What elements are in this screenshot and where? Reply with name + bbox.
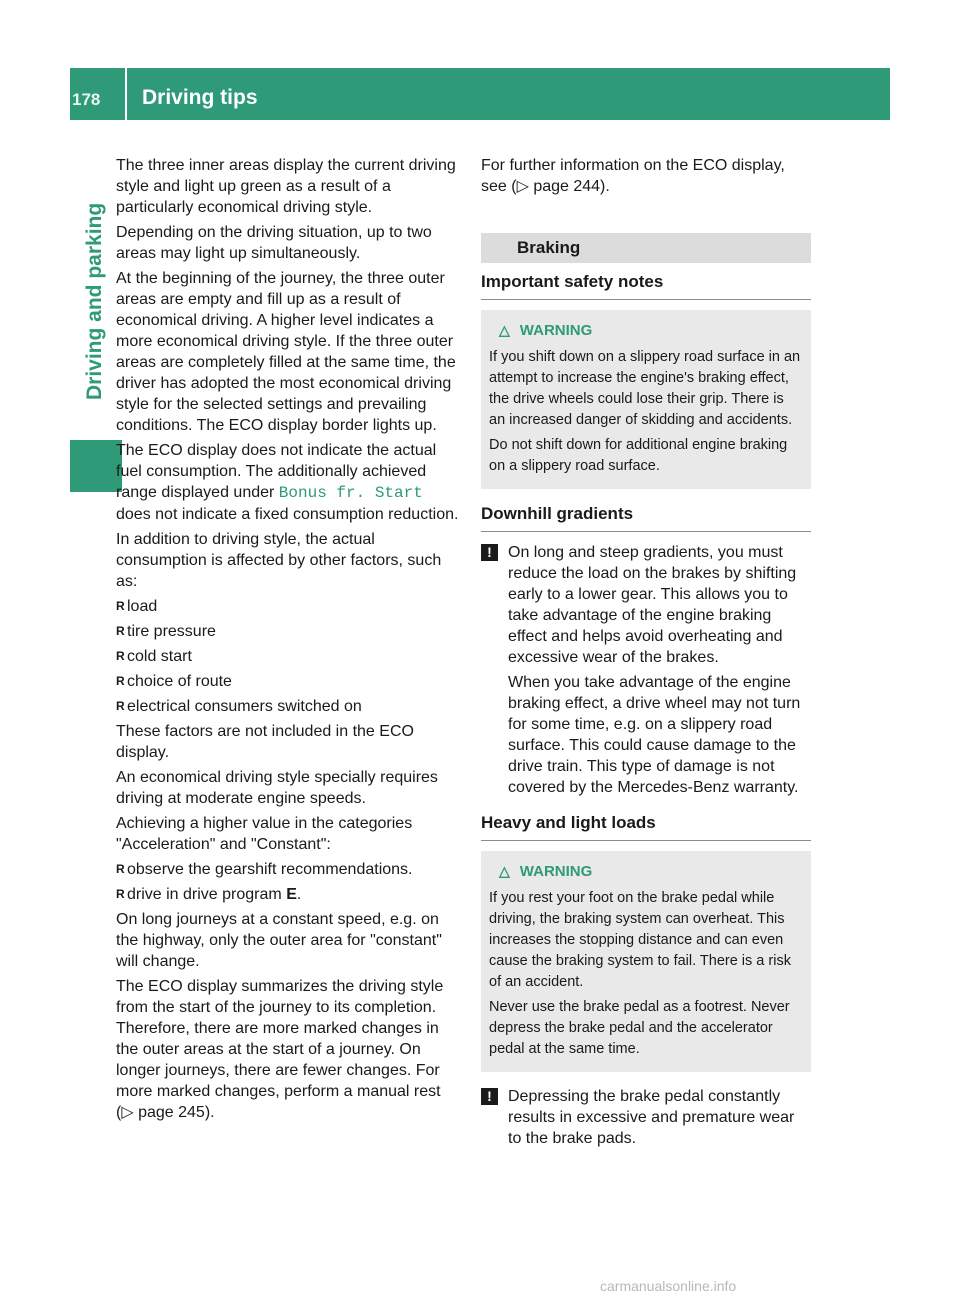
paragraph: Depending on the driving situation, up to two areas may light up simultaneously. bbox=[116, 224, 432, 262]
notice-text: Depressing the brake pedal constantly results in excessive and premature wear to the brake pads. bbox=[508, 1088, 795, 1147]
list-item: R drive in drive program E. bbox=[116, 886, 302, 903]
header-separator bbox=[125, 68, 127, 120]
warning-box bbox=[481, 310, 811, 489]
warning-text: If you rest your foot on the brake pedal while driving, the braking system can overheat. This increases the stopping distance and can even cause the braking system to fail. There is a risk of an accident. bbox=[489, 890, 791, 990]
paragraph: At the beginning of the journey, the three outer areas are empty and fill up as a result of economical driving. A higher level indicates a more economical driving style. If the three outer areas are completely filled at the same time, the driver has adopted the most economical driving style for the selected settings and prevailing conditions. The ECO display border lights up. bbox=[116, 270, 456, 434]
list-item bbox=[116, 859, 460, 880]
paragraph bbox=[116, 440, 460, 525]
bullet-icon: R bbox=[116, 887, 125, 901]
paragraph: An economical driving style specially requires driving at moderate engine speeds. bbox=[116, 769, 438, 807]
warning-text: If you shift down on a slippery road surface in an attempt to increase the engine's braking effect, the drive wheels could lose their grip. There is an increased danger of skidding and accidents. bbox=[489, 349, 801, 428]
subheading-downhill: Downhill gradients bbox=[481, 503, 811, 532]
list-item-text: observe the gearshift recommendations. bbox=[127, 861, 413, 878]
list-item-text: load bbox=[127, 598, 158, 615]
section-heading-braking: Braking bbox=[481, 233, 811, 263]
page-number: 178 bbox=[72, 90, 101, 109]
paragraph-text: The ECO display summarizes the driving style from the start of the journey to its completion. Therefore, there are more marked changes in the outer areas at the start of a journey. On longer journeys, there are fewer changes. For more marked changes, perform a manual rest bbox=[116, 978, 444, 1100]
display-message: Bonus fr. Start bbox=[278, 484, 423, 502]
list-item-text: tire pressure bbox=[127, 623, 216, 640]
watermark: carmanualsonline.info bbox=[600, 1278, 737, 1294]
bullet-icon: R bbox=[116, 624, 125, 638]
list-item bbox=[116, 671, 460, 692]
page-title: Driving tips bbox=[142, 86, 258, 109]
page-reference: (▷ page 245). bbox=[116, 1104, 215, 1121]
subheading-important-safety: Important safety notes bbox=[481, 271, 811, 300]
paragraph: These factors are not included in the ECO display. bbox=[116, 723, 414, 761]
bullet-icon: R bbox=[116, 699, 125, 713]
list-item bbox=[116, 621, 460, 642]
warning-triangle-icon: △ bbox=[499, 863, 510, 879]
list-item-text: cold start bbox=[127, 648, 192, 665]
warning-header bbox=[499, 861, 803, 882]
paragraph: On long journeys at a constant speed, e.g. on the highway, only the outer area for "constant" will change. bbox=[116, 911, 442, 970]
notice bbox=[481, 1086, 811, 1153]
bullet-icon: R bbox=[116, 649, 125, 663]
warning-header bbox=[499, 320, 803, 341]
subheading-heavy-light-loads: Heavy and light loads bbox=[481, 812, 811, 841]
notice-text: When you take advantage of the engine braking effect, a drive wheel may not turn for some time, e.g. on a slippery road surface. This could cause damage to the drive train. This type of damage is not covered by the Mercedes-Benz warranty. bbox=[508, 674, 801, 796]
paragraph: Achieving a higher value in the categories "Acceleration" and "Constant": bbox=[116, 815, 413, 853]
bullet-icon: R bbox=[116, 862, 125, 876]
drive-program-letter: E bbox=[286, 886, 297, 903]
list-item-text: electrical consumers switched on bbox=[127, 698, 362, 715]
warning-box bbox=[481, 851, 811, 1072]
list-item-text: drive in drive program bbox=[127, 886, 282, 903]
list-item-text: choice of route bbox=[127, 673, 232, 690]
notice bbox=[481, 542, 811, 802]
paragraph-text: The ECO display does not indicate the actual fuel consumption. The additionally achieved range displayed under bbox=[116, 442, 437, 501]
warning-label: WARNING bbox=[519, 322, 593, 339]
side-section-label: Driving and parking bbox=[83, 202, 106, 400]
list-item bbox=[116, 696, 460, 717]
warning-text: Never use the brake pedal as a footrest. Never depress the brake pedal and the accelerator pedal at the same time. bbox=[489, 999, 790, 1057]
exclamation-icon: ! bbox=[481, 1088, 498, 1105]
left-column bbox=[116, 155, 460, 1127]
right-column bbox=[481, 155, 811, 1157]
list-item bbox=[116, 596, 460, 617]
side-tab-marker bbox=[70, 440, 122, 492]
paragraph bbox=[116, 976, 460, 1123]
paragraph-text: does not indicate a fixed consumption reduction. bbox=[116, 506, 459, 523]
list-item bbox=[116, 646, 460, 667]
paragraph: For further information on the ECO display, see (▷ page 244). bbox=[481, 157, 785, 195]
bullet-icon: R bbox=[116, 674, 125, 688]
warning-text: Do not shift down for additional engine braking on a slippery road surface. bbox=[489, 437, 788, 474]
paragraph: The three inner areas display the current driving style and light up green as a result of a particularly economical driving style. bbox=[116, 157, 456, 216]
notice-text: On long and steep gradients, you must reduce the load on the brakes by shifting early to a lower gear. This allows you to take advantage of the engine braking effect and helps avoid overheating and excessive wear of the brakes. bbox=[508, 544, 797, 666]
warning-triangle-icon: △ bbox=[499, 322, 510, 338]
exclamation-icon: ! bbox=[481, 544, 498, 561]
bullet-icon: R bbox=[116, 599, 125, 613]
warning-label: WARNING bbox=[519, 863, 593, 880]
paragraph: In addition to driving style, the actual consumption is affected by other factors, such as: bbox=[116, 531, 442, 590]
